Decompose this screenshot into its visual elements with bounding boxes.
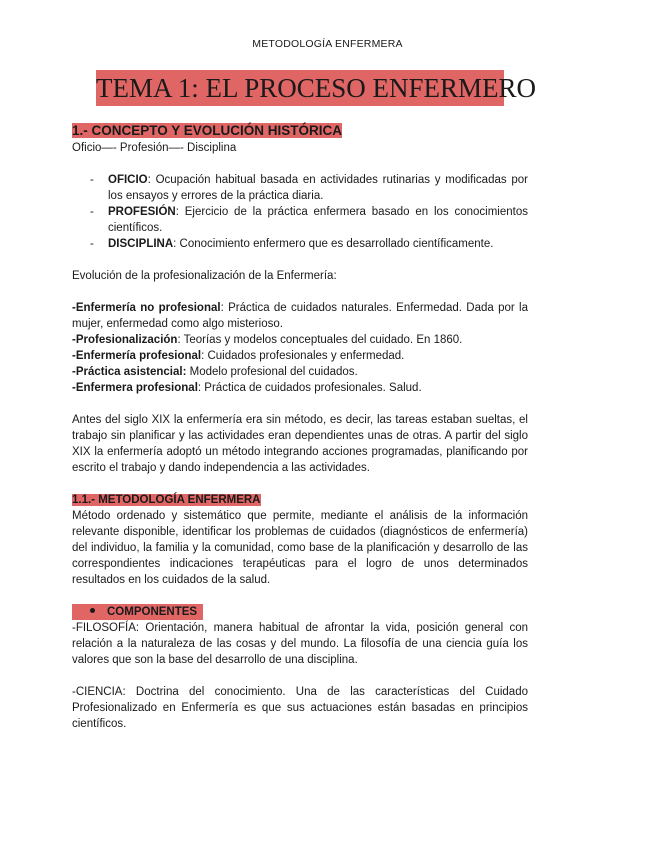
evolution-text: Modelo profesional del cuidados. — [186, 366, 358, 378]
evolution-text: : Práctica de cuidados profesionales. Salud. — [197, 382, 422, 394]
components-heading — [72, 604, 528, 620]
filosofia-paragraph: -FILOSOFÍA: Orientación, manera habitual de afrontar la vida, posición general con relación a la naturaleza de las cosas y del mundo. La filosofía de una ciencia guía los valores que son la base del desarrollo de una disciplina. — [72, 622, 528, 666]
list-item: - PROFESIÓN: Ejercicio de la práctica enfermera basado en los conocimientos científicos. — [90, 206, 528, 234]
ciencia-paragraph: -CIENCIA: Doctrina del conocimiento. Una de las características del Cuidado Profesionalizado en Enfermería es que sus actuaciones están basadas en principios científicos. — [72, 686, 528, 730]
definition-text: : Ocupación habitual basada en actividades rutinarias y modificadas por los ensayos y errores de la práctica diaria. — [108, 174, 528, 202]
evolution-text: : Teorías y modelos conceptuales del cuidado. En 1860. — [177, 334, 463, 346]
running-header: METODOLOGÍA ENFERMERA — [252, 38, 403, 50]
evolution-term: -Profesionalización — [72, 334, 178, 346]
components-heading-text: COMPONENTES — [107, 606, 198, 618]
evolution-text: : Práctica de cuidados naturales. Enfermedad. Dada por la mujer, enfermedad como algo misterioso. — [72, 302, 528, 330]
evolution-item — [72, 364, 528, 380]
history-paragraph: Antes del siglo XIX la enfermería era sin método, es decir, las tareas estaban sueltas, el trabajo sin planificar y las actividades eran dependientes unas de otras. A partir del siglo XIX la enfermería adoptó un método integrando acciones programadas, planificando por escrito el trabajo y dando independencia a las actividades. — [72, 414, 528, 474]
evolution-text: : Cuidados profesionales y enfermedad. — [201, 350, 405, 362]
section-heading-1-1 — [72, 492, 528, 508]
list-item: - OFICIO: Ocupación habitual basada en actividades rutinarias y modificadas por los ensayos y errores de la práctica diaria. — [90, 174, 528, 202]
bullet-icon — [90, 608, 95, 613]
evolution-item — [72, 300, 528, 332]
methodology-paragraph: Método ordenado y sistemático que permite, mediante el análisis de la información relevante disponible, identificar los problemas de cuidados (diagnósticos de enfermería) del individuo, la familia y la comunidad, como base de la planificación y desarrollo de las correspondientes indicaciones terapéuticas para el logro de unos determinados resultados en los cuidados de la salud. — [72, 510, 528, 586]
definition-list — [72, 172, 528, 252]
definition-text: : Conocimiento enfermero que es desarrollado científicamente. — [173, 238, 494, 250]
page-title: TEMA 1: EL PROCESO ENFERMERO — [96, 70, 504, 106]
evolution-intro: Evolución de la profesionalización de la Enfermería: — [72, 270, 337, 282]
definition-term: OFICIO — [108, 174, 148, 186]
section-subline: Oficio—- Profesión—- Disciplina — [72, 142, 237, 154]
definition-term: DISCIPLINA — [108, 238, 174, 250]
evolution-term: -Práctica asistencial: — [72, 366, 187, 378]
evolution-item — [72, 332, 528, 348]
list-item: - DISCIPLINA: Conocimiento enfermero que es desarrollado científicamente. — [90, 238, 494, 250]
evolution-item — [72, 348, 528, 364]
evolution-item — [72, 380, 528, 396]
evolution-term: -Enfermería no profesional — [72, 302, 221, 314]
document-body — [72, 122, 528, 732]
evolution-term: -Enfermera profesional — [72, 382, 198, 394]
components-heading-box — [72, 604, 203, 620]
section-heading-1 — [72, 122, 528, 140]
section-heading-1-text: 1.- CONCEPTO Y EVOLUCIÓN HISTÓRICA — [72, 123, 343, 138]
definition-text: : Ejercicio de la práctica enfermera basado en los conocimientos científicos. — [108, 206, 528, 234]
section-heading-1-1-text: 1.1.- METODOLOGÍA ENFERMERA — [72, 494, 261, 506]
definition-term: PROFESIÓN — [108, 206, 176, 218]
evolution-term: -Enfermería profesional — [72, 350, 202, 362]
